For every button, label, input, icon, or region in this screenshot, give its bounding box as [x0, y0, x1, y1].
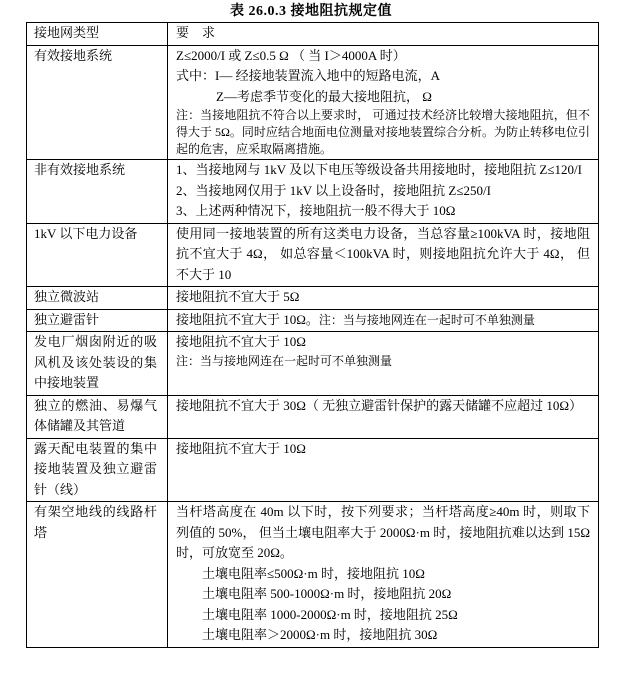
table-row [27, 223, 599, 287]
table-header-row [27, 23, 599, 46]
requirement-line: 接地阻抗不宜大于 5Ω [176, 289, 300, 304]
table-row [27, 502, 599, 648]
requirement-line: 2、当接地网仅用于 1kV 以上设备时，接地阻抗 Z≤250/I [176, 182, 491, 198]
requirement-line: 土壤电阻率 500-1000Ω·m 时，接地阻抗 20Ω [202, 586, 452, 601]
requirement-line: 接地阻抗不宜大于 30Ω（ 无独立避雷针保护的露天储罐不应超过 10Ω） [176, 397, 583, 413]
grounding-type-label: 独立避雷针 [27, 309, 168, 332]
requirement-cell [168, 395, 599, 438]
requirement-line: 式中：I— 经接地装置流入地中的短路电流，A [176, 68, 440, 83]
grounding-type-label: 露天配电装置的集中接地装置及独立避雷针（线） [27, 438, 168, 502]
table-row [27, 287, 599, 310]
requirement-line: 土壤电阻率≤500Ω·m 时，接地阻抗 10Ω [202, 565, 425, 581]
table-row [27, 309, 599, 332]
requirement-note: 注：当与接地网连在一起时可不单独测量 [176, 353, 393, 368]
requirement-cell [168, 438, 599, 502]
requirement-line [176, 310, 590, 331]
requirement-line: 1、当接地网与 1kV 及以下电压等级设备共用接地时，接地阻抗 Z≤120/I [176, 162, 582, 177]
requirement-cell [168, 332, 599, 396]
grounding-type-label: 独立微波站 [27, 287, 168, 310]
requirement-line: Z≤2000/I 或 Z≤0.5 Ω （ 当 I＞4000A 时） [176, 47, 406, 63]
table-row [27, 332, 599, 396]
table-title: 表 26.0.3 接地阻抗规定值 [230, 4, 392, 19]
requirement-line: 使用同一接地装置的所有这类电力设备，当总容量≥100kVA 时，接地阻抗不宜大于 4Ω， 如总容量＜100kVA 时，则接地阻抗允许大于 4Ω， 但不大于 10 [176, 225, 590, 282]
requirement-inline-note: 注：当与接地网连在一起时可不单独测量 [318, 312, 535, 327]
requirement-cell [168, 223, 599, 287]
table-row [27, 160, 599, 224]
requirement-line: 接地阻抗不宜大于 10Ω [176, 440, 306, 456]
table-row [27, 438, 599, 502]
requirement-cell [168, 287, 599, 310]
requirement-line: 土壤电阻率 1000-2000Ω·m 时，接地阻抗 25Ω [202, 606, 458, 622]
header-grounding-type: 接地网类型 [27, 23, 168, 46]
requirement-cell [168, 309, 599, 332]
grounding-type-label: 非有效接地系统 [27, 160, 168, 224]
requirement-cell [168, 45, 599, 160]
requirement-line: 当杆塔高度在 40m 以下时，按下列要求；当杆塔高度≥40m 时，则取下列值的 50%， 但当土壤电阻率大于 2000Ω·m 时，接地阻抗难以达到 15Ω 时，可放宽至 20Ω。 [176, 504, 590, 560]
table-row [27, 45, 599, 160]
grounding-type-label: 有效接地系统 [27, 45, 168, 160]
requirement-cell [168, 502, 599, 648]
requirement-line: 接地阻抗不宜大于 10Ω [176, 334, 306, 349]
grounding-type-label: 有架空地线的线路杆塔 [27, 502, 168, 648]
requirement-line: 土壤电阻率＞2000Ω·m 时，接地阻抗 30Ω [202, 627, 438, 642]
grounding-impedance-table [26, 22, 599, 648]
grounding-type-label: 独立的燃油、易爆气体储罐及其管道 [27, 395, 168, 438]
grounding-type-label: 发电厂烟囱附近的吸风机及该处装设的集中接地装置 [27, 332, 168, 396]
grounding-type-label: 1kV 以下电力设备 [27, 223, 168, 287]
requirement-line: Z—考虑季节变化的最大接地阻抗， Ω [216, 88, 432, 104]
table-row [27, 395, 599, 438]
header-requirement: 要 求 [168, 23, 599, 46]
requirement-note: 注：当接地阻抗不符合以上要求时， 可通过技术经济比较增大接地阻抗，但不得大于 5Ω。同时应结合地面电位测量对接地装置综合分析。为防止转移电位引起的危害，应采取隔离措施。 [176, 108, 590, 156]
requirement-cell [168, 160, 599, 224]
requirement-line: 3、上述两种情况下，接地阻抗一般不得大于 10Ω [176, 203, 456, 218]
requirement-main-text: 接地阻抗不宜大于 10Ω。 [176, 311, 319, 327]
